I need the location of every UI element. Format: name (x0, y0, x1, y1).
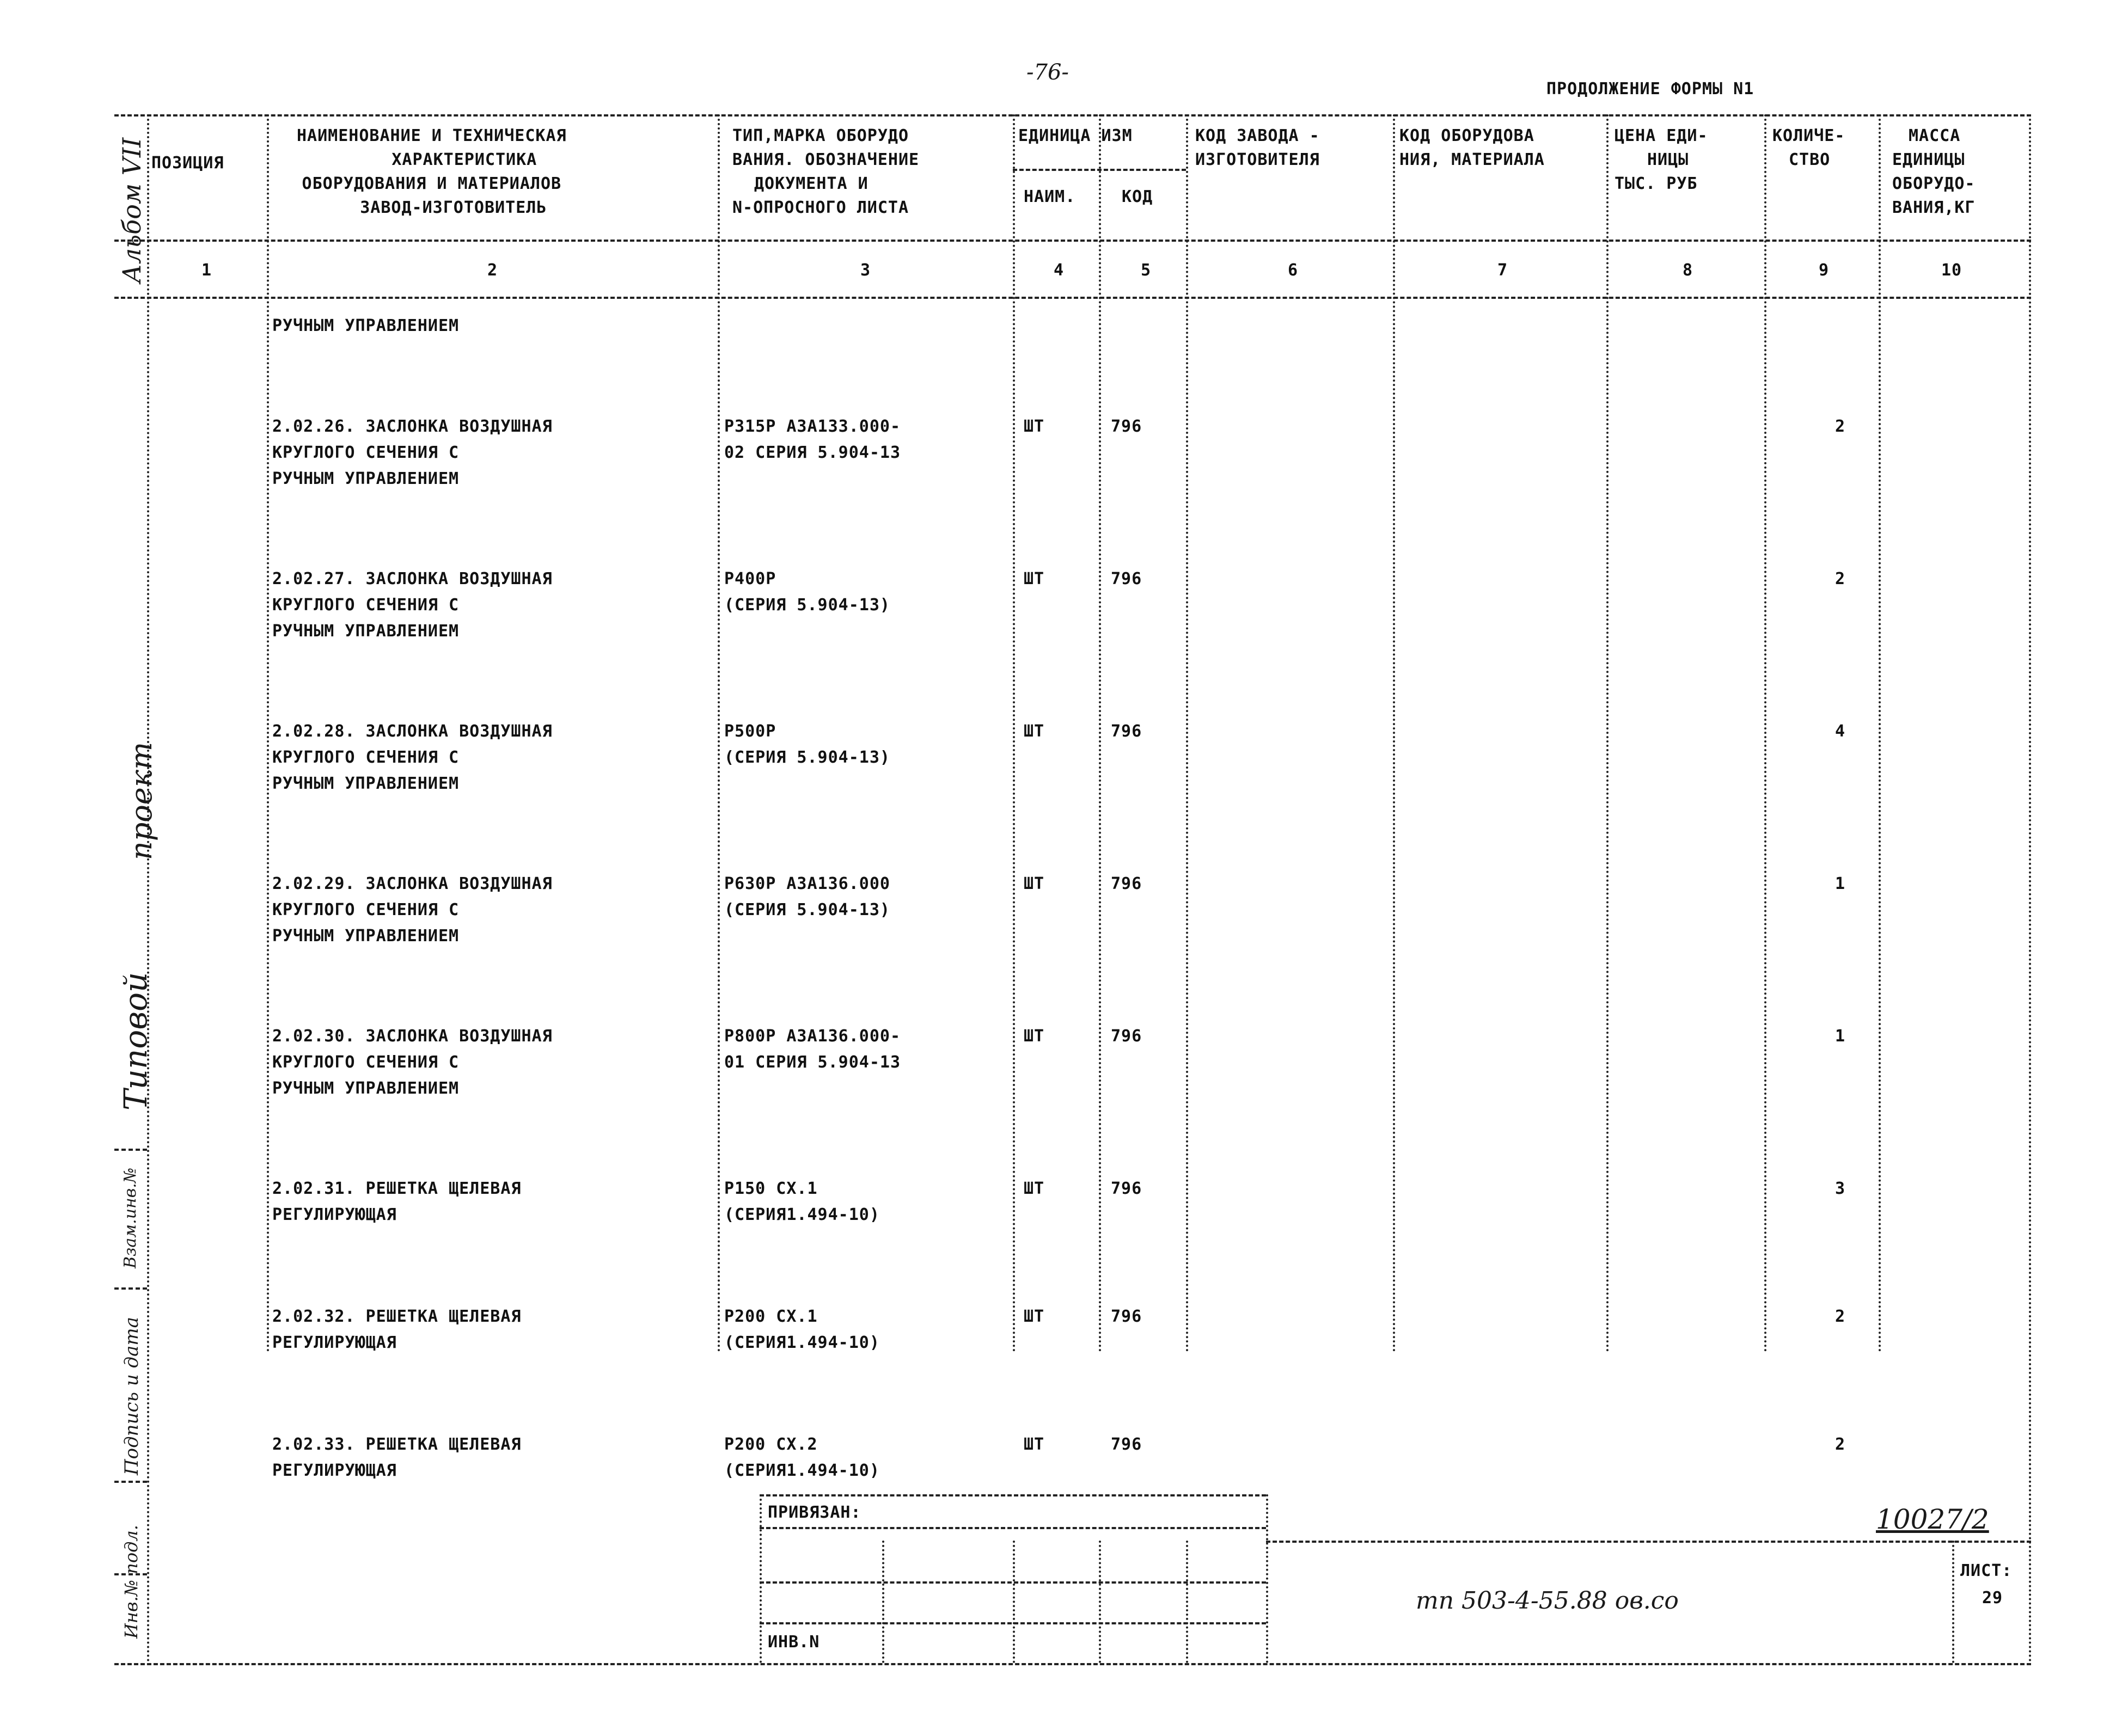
row-type-line: Р500Р (724, 722, 776, 741)
page-number: -76- (1026, 60, 1069, 85)
row-quantity: 2 (1835, 1435, 1846, 1454)
column-number: 1 (201, 261, 212, 280)
column-separator (147, 114, 149, 1663)
row-quantity: 1 (1835, 874, 1846, 893)
column-separator (1393, 114, 1395, 1353)
column-number: 5 (1141, 261, 1152, 280)
header-unit-price: ЦЕНА ЕДИ- НИЦЫ ТЫС. РУБ (1615, 126, 1708, 193)
column-number: 8 (1683, 261, 1693, 280)
stamp-divider-line (114, 1573, 147, 1575)
header-quantity: КОЛИЧЕ- СТВО (1772, 126, 1845, 169)
side-label-inv-orig: Инв.№ подл. (121, 1525, 142, 1639)
header-name: НАИМЕНОВАНИЕ И ТЕХНИЧЕСКАЯ ХАРАКТЕРИСТИКА ОБОРУДОВАНИЯ И МАТЕРИАЛОВ ЗАВОД-ИЗГОТОВИТЕЛЬ (297, 126, 567, 217)
column-separator (718, 114, 720, 1353)
row-unit: ШТ (1024, 874, 1045, 893)
column-separator (1879, 114, 1881, 1353)
column-number: 9 (1819, 261, 1830, 280)
row-quantity: 1 (1835, 1027, 1846, 1046)
row-type-line: Р400Р (724, 569, 776, 588)
footer-separator (1266, 1494, 1268, 1663)
row-unit: ШТ (1024, 417, 1045, 436)
row-name-line: РЕГУЛИРУЮЩАЯ (272, 1333, 397, 1352)
row-type-line: Р630Р А3А136.000 (724, 874, 890, 893)
footer-separator (1099, 1541, 1101, 1663)
row-name-line: КРУГЛОГО СЕЧЕНИЯ С (272, 900, 460, 919)
row-name-line: РУЧНЫМ УПРАВЛЕНИЕМ (272, 1079, 460, 1098)
row-type-line: Р200 СХ.1 (724, 1307, 818, 1326)
row-type-line: Р150 СХ.1 (724, 1179, 818, 1198)
row-type-line: (СЕРИЯ1.494-10) (724, 1333, 880, 1352)
footer-separator (1186, 1541, 1188, 1663)
row-quantity: 2 (1835, 1307, 1846, 1326)
column-separator (1606, 114, 1609, 1353)
row-code: 796 (1111, 1179, 1142, 1198)
side-label-typical: Типовой (117, 972, 154, 1111)
side-label-album: Альбом VII (117, 137, 146, 283)
row-name-line: КРУГЛОГО СЕЧЕНИЯ С (272, 748, 460, 767)
row-code: 796 (1111, 722, 1142, 741)
row-code: 796 (1111, 874, 1142, 893)
row-name-line: РУЧНЫМ УПРАВЛЕНИЕМ (272, 469, 460, 488)
attached-label: ПРИВЯЗАН: (768, 1503, 861, 1522)
row-unit: ШТ (1024, 1179, 1045, 1198)
row-name-line: КРУГЛОГО СЕЧЕНИЯ С (272, 1053, 460, 1072)
row-name-line: КРУГЛОГО СЕЧЕНИЯ С (272, 596, 460, 615)
row-type-line: (СЕРИЯ 5.904-13) (724, 748, 890, 767)
row-type-line: (СЕРИЯ1.494-10) (724, 1461, 880, 1480)
continuation-title: ПРОДОЛЖЕНИЕ ФОРМЫ N1 (1546, 79, 1754, 99)
row-quantity: 4 (1835, 722, 1846, 741)
side-label-signature-date: Подпись и дата (121, 1317, 143, 1475)
row-name-line: 2.02.33. РЕШЕТКА ЩЕЛЕВАЯ (272, 1435, 522, 1454)
row-name-line: РЕГУЛИРУЮЩАЯ (272, 1461, 397, 1480)
header-mass: МАССА ЕДИНИЦЫ ОБОРУДО- ВАНИЯ,КГ (1892, 126, 1976, 217)
column-separator (1186, 114, 1188, 1353)
row-name-line: 2.02.27. ЗАСЛОНКА ВОЗДУШНАЯ (272, 569, 553, 588)
row-code: 796 (1111, 569, 1142, 588)
row-name-line: РУЧНЫМ УПРАВЛЕНИЕМ (272, 316, 460, 335)
row-name-line: РУЧНЫМ УПРАВЛЕНИЕМ (272, 927, 460, 946)
header-unit: ЕДИНИЦА ИЗМ (1018, 126, 1133, 145)
column-number: 2 (487, 261, 498, 280)
column-numbers-border (114, 297, 2031, 299)
sheet-number: 29 (1982, 1588, 2003, 1608)
footer-separator (1013, 1541, 1015, 1663)
column-number: 4 (1054, 261, 1065, 280)
row-type-line: Р200 СХ.2 (724, 1435, 818, 1454)
row-name-line: 2.02.32. РЕШЕТКА ЩЕЛЕВАЯ (272, 1307, 522, 1326)
header-bottom-border (114, 240, 2031, 242)
column-number: 3 (860, 261, 871, 280)
header-unit-code: КОД (1122, 187, 1153, 206)
column-separator (1013, 114, 1015, 1353)
stamp-divider-line (114, 1287, 147, 1290)
header-position: ПОЗИЦИЯ (151, 154, 224, 173)
document-code: тп 503-4-55.88 ов.со (1416, 1587, 1679, 1615)
row-name-line: 2.02.28. ЗАСЛОНКА ВОЗДУШНАЯ (272, 722, 553, 741)
row-code: 796 (1111, 417, 1142, 436)
row-quantity: 2 (1835, 417, 1846, 436)
footer-line (760, 1527, 1266, 1529)
row-type-line: 01 СЕРИЯ 5.904-13 (724, 1053, 901, 1072)
header-type: ТИП,МАРКА ОБОРУДО ВАНИЯ. ОБОЗНАЧЕНИЕ ДОКУМЕНТА И N-ОПРОСНОГО ЛИСТА (732, 126, 920, 217)
row-code: 796 (1111, 1027, 1142, 1046)
footer-separator (1952, 1541, 1954, 1663)
row-type-line: (СЕРИЯ 5.904-13) (724, 900, 890, 919)
row-name-line: 2.02.26. ЗАСЛОНКА ВОЗДУШНАЯ (272, 417, 553, 436)
inventory-number-label: ИНВ.N (768, 1633, 820, 1652)
row-name-line: РУЧНЫМ УПРАВЛЕНИЕМ (272, 774, 460, 793)
row-type-line: 02 СЕРИЯ 5.904-13 (724, 443, 901, 462)
handwritten-number: 10027/2 (1876, 1504, 1989, 1535)
row-name-line: 2.02.31. РЕШЕТКА ЩЕЛЕВАЯ (272, 1179, 522, 1198)
row-type-line: (СЕРИЯ1.494-10) (724, 1205, 880, 1224)
column-separator (1099, 114, 1101, 1353)
table-bottom-border (114, 1663, 2031, 1665)
footer-separator (882, 1541, 884, 1663)
column-separator (1764, 114, 1766, 1353)
row-type-line: (СЕРИЯ 5.904-13) (724, 596, 890, 615)
header-factory-code: КОД ЗАВОДА - ИЗГОТОВИТЕЛЯ (1195, 126, 1320, 169)
side-label-swap-inv: Взам.инв.№ (121, 1167, 140, 1268)
row-unit: ШТ (1024, 569, 1045, 588)
row-name-line: РУЧНЫМ УПРАВЛЕНИЕМ (272, 622, 460, 641)
stamp-divider-line (114, 1149, 147, 1151)
column-separator (267, 114, 269, 1353)
column-number: 6 (1288, 261, 1299, 280)
row-unit: ШТ (1024, 1307, 1045, 1326)
header-equipment-code: КОД ОБОРУДОВА НИЯ, МАТЕРИАЛА (1399, 126, 1545, 169)
row-name-line: РЕГУЛИРУЮЩАЯ (272, 1205, 397, 1224)
footer-divider-line (1266, 1541, 2031, 1543)
footer-line (760, 1494, 1266, 1496)
row-type-line: Р800Р А3А136.000- (724, 1027, 901, 1046)
row-name-line: 2.02.30. ЗАСЛОНКА ВОЗДУШНАЯ (272, 1027, 553, 1046)
stamp-divider-line (114, 1481, 147, 1483)
sheet-label: ЛИСТ: (1960, 1561, 2013, 1580)
footer-separator (760, 1494, 762, 1663)
row-code: 796 (1111, 1435, 1142, 1454)
column-number: 10 (1941, 261, 1962, 280)
row-quantity: 3 (1835, 1179, 1846, 1198)
row-name-line: КРУГЛОГО СЕЧЕНИЯ С (272, 443, 460, 462)
row-type-line: Р315Р А3А133.000- (724, 417, 901, 436)
row-code: 796 (1111, 1307, 1142, 1326)
row-name-line: 2.02.29. ЗАСЛОНКА ВОЗДУШНАЯ (272, 874, 553, 893)
header-unit-name: НАИМ. (1024, 187, 1076, 206)
column-number: 7 (1497, 261, 1508, 280)
row-unit: ШТ (1024, 1027, 1045, 1046)
row-unit: ШТ (1024, 1435, 1045, 1454)
table-right-border (2029, 114, 2031, 1663)
row-unit: ШТ (1024, 722, 1045, 741)
row-quantity: 2 (1835, 569, 1846, 588)
table-top-border (114, 114, 2031, 116)
side-label-project: проект (124, 741, 158, 860)
